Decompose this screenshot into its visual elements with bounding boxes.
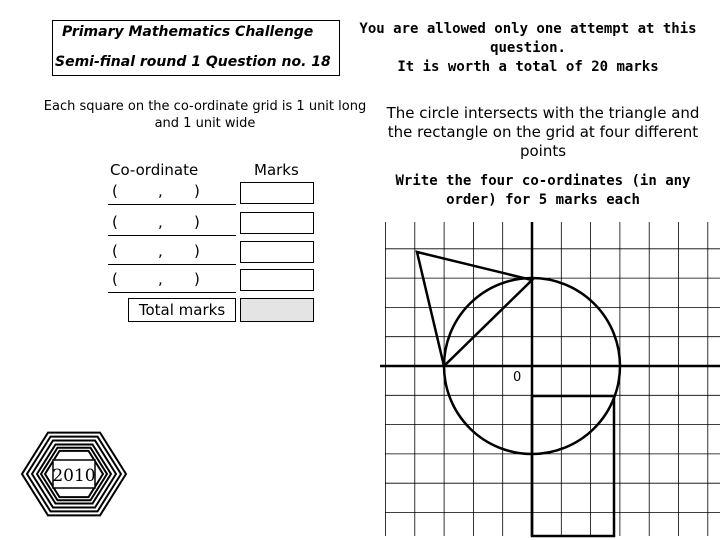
open-paren: ( xyxy=(112,270,118,288)
circle-intersection-note: The circle intersects with the triangle and the rectangle on the grid at four different points xyxy=(386,104,700,160)
rectangle-shape xyxy=(532,396,614,536)
rules-line-3: It is worth a total of 20 marks xyxy=(397,59,659,75)
challenge-logo xyxy=(18,424,130,528)
close-paren: ) xyxy=(194,242,200,260)
competition-title: Primary Mathematics Challenge xyxy=(62,24,314,40)
comma: , xyxy=(158,213,163,231)
logo-year: 2010 xyxy=(52,466,96,486)
comma: , xyxy=(158,182,163,200)
close-paren: ) xyxy=(194,182,200,200)
rules-line-2: question. xyxy=(490,40,566,56)
question-title: Semi-final round 1 Question no. 18 xyxy=(55,54,331,70)
triangle-shape xyxy=(417,252,532,366)
open-paren: ( xyxy=(112,242,118,260)
write-coordinates-note: Write the four co-ordinates (in any order) for 5 marks each xyxy=(395,173,691,208)
coordinate-column-header: Co-ordinate xyxy=(110,161,199,179)
close-paren: ) xyxy=(194,270,200,288)
marks-column-header: Marks xyxy=(254,161,299,179)
rules-line-1: You are allowed only one attempt at this xyxy=(359,21,697,37)
origin-label: 0 xyxy=(513,370,522,385)
grid-lines xyxy=(385,222,720,536)
close-paren: ) xyxy=(194,213,200,231)
open-paren: ( xyxy=(112,213,118,231)
grid-unit-note: Each square on the co-ordinate grid is 1 unit long and 1 unit wide xyxy=(43,99,367,131)
comma: , xyxy=(158,270,163,288)
open-paren: ( xyxy=(112,182,118,200)
comma: , xyxy=(158,242,163,260)
total-marks-label: Total marks xyxy=(128,298,236,322)
